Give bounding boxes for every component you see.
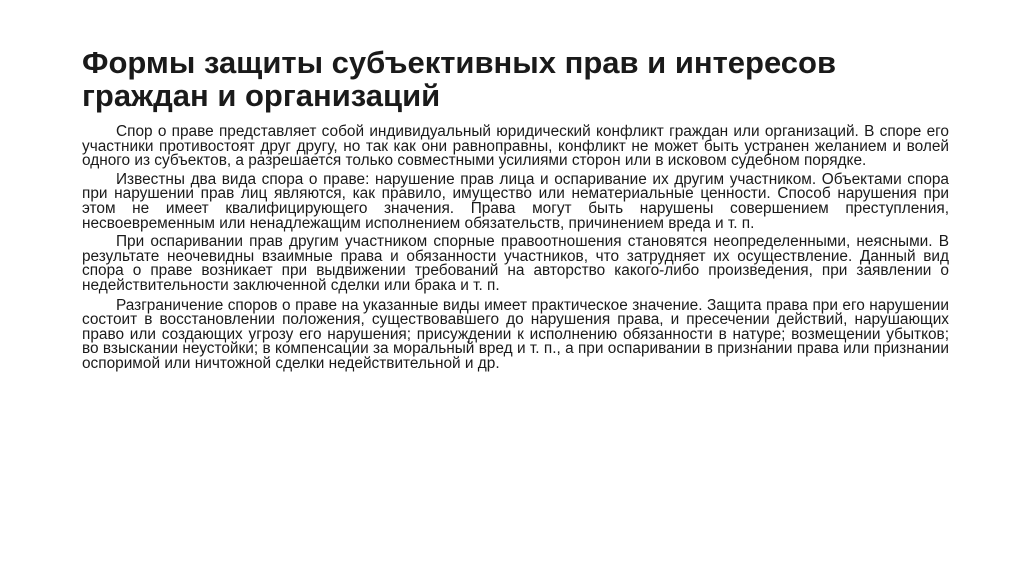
paragraph-dispute-definition: Спор о праве представляет собой индивидуальный юридический конфликт граждан или организаций. В споре его участники противостоят друг другу, но так как они равноправны, конфликт не может быть устранен желанием и волей одного из субъектов, а разрешается только совместными усилиями сторон или в исковом судебном порядке. xyxy=(82,123,949,170)
paragraph-contesting-rights: При оспаривании прав другим участником спорные правоотношения становятся неопределенными, неясными. В результате неочевидны взаимные права и обязанности участников, что затрудняет их осуществление. Данный вид спора о праве возникает при выдвижении требований на авторство какого-либо произведения, при заявлении о недействительности заключенной сделки или брака и т. п. xyxy=(82,233,949,294)
slide-body xyxy=(82,125,949,377)
paragraph-dispute-types: Известны два вида спора о праве: нарушение прав лица и оспаривание их другим участником. Объектами спора при нарушении прав лиц являются, как правило, имущество или нематериальные ценности. Способ нарушения при этом не имеет квалифицирующего значения. Права могут быть нарушены совершением преступления, несвоевременным или ненадлежащим исполнением обязательств, причинением вреда и т. п. xyxy=(82,170,949,232)
slide-title: Формы защиты субъективных прав и интересов граждан и организаций xyxy=(82,45,837,113)
paragraph-practical-significance: Разграничение споров о праве на указанные виды имеет практическое значение. Защита права при его нарушении состоит в восстановлении положения, существовавшего до нарушения права, и пресечении действий, нарушающих право или создающих угрозу его нарушения; присуждении к исполнению обязанности в натуре; возмещении убытков; во взыскании неустойки; в компенсации за моральный вред и т. п., а при оспаривании в признании права или признании оспоримой или ничтожной сделки недействительной и др. xyxy=(82,296,949,372)
